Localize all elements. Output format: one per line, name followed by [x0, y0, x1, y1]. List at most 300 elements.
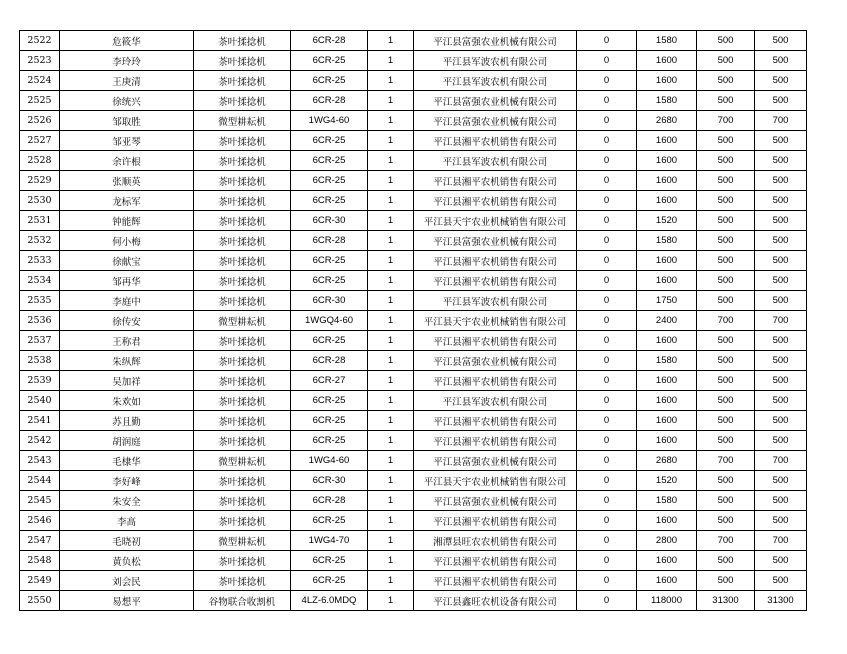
model-cell: 1WGQ4-60 — [291, 311, 368, 331]
subsidy-total-cell: 500 — [755, 471, 807, 491]
model-cell: 1WG4-60 — [291, 111, 368, 131]
quantity-cell: 1 — [368, 571, 414, 591]
model-cell: 6CR-25 — [291, 151, 368, 171]
row-number-cell: 2526 — [20, 111, 60, 131]
model-cell: 6CR-25 — [291, 251, 368, 271]
model-cell: 6CR-25 — [291, 331, 368, 351]
col-7-value-cell: 0 — [577, 251, 637, 271]
dealer-cell: 平江县湘平农机销售有限公司 — [414, 271, 577, 291]
quantity-cell: 1 — [368, 291, 414, 311]
table-row — [20, 211, 807, 231]
subsidy-cell: 500 — [697, 391, 755, 411]
dealer-cell: 平江县湘平农机销售有限公司 — [414, 171, 577, 191]
price-cell: 1600 — [637, 71, 697, 91]
subsidy-cell: 700 — [697, 311, 755, 331]
col-7-value-cell: 0 — [577, 351, 637, 371]
machine-type-cell: 茶叶揉捻机 — [194, 151, 291, 171]
quantity-cell: 1 — [368, 331, 414, 351]
quantity-cell: 1 — [368, 351, 414, 371]
farmer-name-cell: 钟能辉 — [60, 211, 194, 231]
table-row — [20, 511, 807, 531]
farmer-name-cell: 朱欢如 — [60, 391, 194, 411]
machine-type-cell: 茶叶揉捻机 — [194, 31, 291, 51]
machine-type-cell: 茶叶揉捻机 — [194, 191, 291, 211]
row-number-cell: 2543 — [20, 451, 60, 471]
table-row — [20, 551, 807, 571]
subsidy-cell: 500 — [697, 211, 755, 231]
machine-type-cell: 茶叶揉捻机 — [194, 131, 291, 151]
table-row — [20, 311, 807, 331]
price-cell: 1600 — [637, 151, 697, 171]
dealer-cell: 平江县湘平农机销售有限公司 — [414, 251, 577, 271]
model-cell: 6CR-25 — [291, 391, 368, 411]
quantity-cell: 1 — [368, 551, 414, 571]
machine-type-cell: 茶叶揉捻机 — [194, 231, 291, 251]
dealer-cell: 平江县湘平农机销售有限公司 — [414, 371, 577, 391]
price-cell: 1520 — [637, 211, 697, 231]
col-7-value-cell: 0 — [577, 31, 637, 51]
subsidy-total-cell: 500 — [755, 391, 807, 411]
subsidy-total-cell: 500 — [755, 411, 807, 431]
quantity-cell: 1 — [368, 71, 414, 91]
subsidy-total-cell: 500 — [755, 51, 807, 71]
farmer-name-cell: 邹取胜 — [60, 111, 194, 131]
subsidy-total-cell: 500 — [755, 271, 807, 291]
row-number-cell: 2524 — [20, 71, 60, 91]
price-cell: 1600 — [637, 571, 697, 591]
col-7-value-cell: 0 — [577, 451, 637, 471]
col-7-value-cell: 0 — [577, 91, 637, 111]
col-7-value-cell: 0 — [577, 111, 637, 131]
dealer-cell: 平江县富强农业机械有限公司 — [414, 231, 577, 251]
table-row — [20, 31, 807, 51]
col-7-value-cell: 0 — [577, 131, 637, 151]
subsidy-total-cell: 500 — [755, 551, 807, 571]
price-cell: 1600 — [637, 551, 697, 571]
dealer-cell: 平江县军波农机有限公司 — [414, 51, 577, 71]
machine-type-cell: 微型耕耘机 — [194, 111, 291, 131]
col-7-value-cell: 0 — [577, 71, 637, 91]
quantity-cell: 1 — [368, 431, 414, 451]
subsidy-total-cell: 500 — [755, 131, 807, 151]
price-cell: 1520 — [637, 471, 697, 491]
table-row — [20, 131, 807, 151]
quantity-cell: 1 — [368, 411, 414, 431]
col-7-value-cell: 0 — [577, 51, 637, 71]
farmer-name-cell: 李玲玲 — [60, 51, 194, 71]
farmer-name-cell: 李庭中 — [60, 291, 194, 311]
table-row — [20, 291, 807, 311]
col-7-value-cell: 0 — [577, 591, 637, 611]
col-7-value-cell: 0 — [577, 331, 637, 351]
price-cell: 1580 — [637, 31, 697, 51]
subsidy-cell: 31300 — [697, 591, 755, 611]
col-7-value-cell: 0 — [577, 211, 637, 231]
quantity-cell: 1 — [368, 251, 414, 271]
machine-type-cell: 茶叶揉捻机 — [194, 431, 291, 451]
row-number-cell: 2539 — [20, 371, 60, 391]
row-number-cell: 2548 — [20, 551, 60, 571]
dealer-cell: 平江县军波农机有限公司 — [414, 71, 577, 91]
subsidy-cell: 500 — [697, 411, 755, 431]
col-7-value-cell: 0 — [577, 531, 637, 551]
table-row — [20, 451, 807, 471]
col-7-value-cell: 0 — [577, 571, 637, 591]
subsidy-total-cell: 500 — [755, 171, 807, 191]
subsidy-total-cell: 500 — [755, 151, 807, 171]
row-number-cell: 2534 — [20, 271, 60, 291]
row-number-cell: 2536 — [20, 311, 60, 331]
dealer-cell: 平江县富强农业机械有限公司 — [414, 351, 577, 371]
quantity-cell: 1 — [368, 91, 414, 111]
model-cell: 6CR-25 — [291, 171, 368, 191]
col-7-value-cell: 0 — [577, 271, 637, 291]
price-cell: 1600 — [637, 191, 697, 211]
farmer-name-cell: 易想平 — [60, 591, 194, 611]
quantity-cell: 1 — [368, 451, 414, 471]
table-row — [20, 91, 807, 111]
dealer-cell: 平江县湘平农机销售有限公司 — [414, 191, 577, 211]
subsidy-cell: 500 — [697, 471, 755, 491]
row-number-cell: 2542 — [20, 431, 60, 451]
subsidy-total-cell: 500 — [755, 511, 807, 531]
machine-type-cell: 茶叶揉捻机 — [194, 291, 291, 311]
price-cell: 1580 — [637, 351, 697, 371]
row-number-cell: 2541 — [20, 411, 60, 431]
price-cell: 1600 — [637, 371, 697, 391]
row-number-cell: 2535 — [20, 291, 60, 311]
subsidy-cell: 500 — [697, 491, 755, 511]
model-cell: 6CR-25 — [291, 271, 368, 291]
table-row — [20, 571, 807, 591]
model-cell: 6CR-30 — [291, 471, 368, 491]
farmer-name-cell: 张顺英 — [60, 171, 194, 191]
farmer-name-cell: 邹再华 — [60, 271, 194, 291]
farmer-name-cell: 徐传安 — [60, 311, 194, 331]
row-number-cell: 2537 — [20, 331, 60, 351]
model-cell: 6CR-30 — [291, 291, 368, 311]
quantity-cell: 1 — [368, 231, 414, 251]
price-cell: 1750 — [637, 291, 697, 311]
row-number-cell: 2531 — [20, 211, 60, 231]
quantity-cell: 1 — [368, 511, 414, 531]
subsidy-cell: 500 — [697, 231, 755, 251]
machine-type-cell: 微型耕耘机 — [194, 531, 291, 551]
subsidy-cell: 500 — [697, 291, 755, 311]
table-row — [20, 271, 807, 291]
farmer-name-cell: 毛棣华 — [60, 451, 194, 471]
subsidy-total-cell: 500 — [755, 191, 807, 211]
model-cell: 6CR-25 — [291, 571, 368, 591]
table-row — [20, 171, 807, 191]
dealer-cell: 平江县天宇农业机械销售有限公司 — [414, 211, 577, 231]
row-number-cell: 2527 — [20, 131, 60, 151]
col-7-value-cell: 0 — [577, 171, 637, 191]
model-cell: 1WG4-60 — [291, 451, 368, 471]
row-number-cell: 2545 — [20, 491, 60, 511]
dealer-cell: 平江县湘平农机销售有限公司 — [414, 411, 577, 431]
dealer-cell: 平江县鑫旺农机设备有限公司 — [414, 591, 577, 611]
price-cell: 118000 — [637, 591, 697, 611]
machine-type-cell: 茶叶揉捻机 — [194, 351, 291, 371]
row-number-cell: 2549 — [20, 571, 60, 591]
table-row — [20, 351, 807, 371]
price-cell: 2680 — [637, 111, 697, 131]
quantity-cell: 1 — [368, 31, 414, 51]
dealer-cell: 平江县天宇农业机械销售有限公司 — [414, 471, 577, 491]
price-cell: 2400 — [637, 311, 697, 331]
dealer-cell: 平江县湘平农机销售有限公司 — [414, 511, 577, 531]
subsidy-cell: 500 — [697, 251, 755, 271]
row-number-cell: 2550 — [20, 591, 60, 611]
machine-type-cell: 茶叶揉捻机 — [194, 491, 291, 511]
dealer-cell: 平江县富强农业机械有限公司 — [414, 31, 577, 51]
dealer-cell: 平江县湘平农机销售有限公司 — [414, 131, 577, 151]
model-cell: 4LZ-6.0MDQ — [291, 591, 368, 611]
farmer-name-cell: 毛晓初 — [60, 531, 194, 551]
row-number-cell: 2532 — [20, 231, 60, 251]
subsidy-cell: 700 — [697, 451, 755, 471]
subsidy-total-cell: 700 — [755, 111, 807, 131]
table-row — [20, 231, 807, 251]
subsidy-total-cell: 500 — [755, 571, 807, 591]
model-cell: 6CR-25 — [291, 411, 368, 431]
price-cell: 1600 — [637, 171, 697, 191]
machine-type-cell: 茶叶揉捻机 — [194, 371, 291, 391]
subsidy-total-cell: 500 — [755, 31, 807, 51]
machine-type-cell: 茶叶揉捻机 — [194, 571, 291, 591]
subsidy-cell: 500 — [697, 131, 755, 151]
subsidy-cell: 500 — [697, 51, 755, 71]
dealer-cell: 平江县军波农机有限公司 — [414, 291, 577, 311]
table-row — [20, 411, 807, 431]
model-cell: 6CR-28 — [291, 351, 368, 371]
subsidy-total-cell: 500 — [755, 231, 807, 251]
model-cell: 6CR-25 — [291, 51, 368, 71]
price-cell: 1600 — [637, 391, 697, 411]
farmer-name-cell: 朱安全 — [60, 491, 194, 511]
price-cell: 1600 — [637, 131, 697, 151]
quantity-cell: 1 — [368, 391, 414, 411]
price-cell: 1600 — [637, 331, 697, 351]
col-7-value-cell: 0 — [577, 231, 637, 251]
table-row — [20, 371, 807, 391]
dealer-cell: 平江县富强农业机械有限公司 — [414, 491, 577, 511]
subsidy-cell: 500 — [697, 71, 755, 91]
dealer-cell: 平江县富强农业机械有限公司 — [414, 91, 577, 111]
row-number-cell: 2525 — [20, 91, 60, 111]
machine-type-cell: 茶叶揉捻机 — [194, 251, 291, 271]
table-row — [20, 391, 807, 411]
table-row — [20, 151, 807, 171]
row-number-cell: 2544 — [20, 471, 60, 491]
price-cell: 1580 — [637, 91, 697, 111]
col-7-value-cell: 0 — [577, 511, 637, 531]
dealer-cell: 平江县湘平农机销售有限公司 — [414, 431, 577, 451]
col-7-value-cell: 0 — [577, 491, 637, 511]
subsidy-total-cell: 500 — [755, 351, 807, 371]
model-cell: 6CR-25 — [291, 191, 368, 211]
col-7-value-cell: 0 — [577, 391, 637, 411]
quantity-cell: 1 — [368, 591, 414, 611]
col-7-value-cell: 0 — [577, 371, 637, 391]
model-cell: 6CR-30 — [291, 211, 368, 231]
farmer-name-cell: 徐献宝 — [60, 251, 194, 271]
price-cell: 1600 — [637, 411, 697, 431]
farmer-name-cell: 胡润庭 — [60, 431, 194, 451]
col-7-value-cell: 0 — [577, 291, 637, 311]
table-row — [20, 331, 807, 351]
subsidy-table — [19, 30, 807, 611]
model-cell: 6CR-28 — [291, 91, 368, 111]
subsidy-total-cell: 500 — [755, 331, 807, 351]
dealer-cell: 平江县天宇农业机械销售有限公司 — [414, 311, 577, 331]
table-row — [20, 431, 807, 451]
dealer-cell: 平江县富强农业机械有限公司 — [414, 111, 577, 131]
quantity-cell: 1 — [368, 471, 414, 491]
farmer-name-cell: 徐统兴 — [60, 91, 194, 111]
price-cell: 1600 — [637, 511, 697, 531]
table-row — [20, 191, 807, 211]
machine-type-cell: 茶叶揉捻机 — [194, 71, 291, 91]
price-cell: 1600 — [637, 431, 697, 451]
price-cell: 1600 — [637, 271, 697, 291]
subsidy-cell: 500 — [697, 31, 755, 51]
subsidy-total-cell: 700 — [755, 311, 807, 331]
quantity-cell: 1 — [368, 111, 414, 131]
quantity-cell: 1 — [368, 191, 414, 211]
farmer-name-cell: 王称君 — [60, 331, 194, 351]
model-cell: 6CR-25 — [291, 511, 368, 531]
subsidy-total-cell: 500 — [755, 371, 807, 391]
farmer-name-cell: 黄负松 — [60, 551, 194, 571]
subsidy-total-cell: 500 — [755, 431, 807, 451]
farmer-name-cell: 李好峰 — [60, 471, 194, 491]
subsidy-total-cell: 500 — [755, 251, 807, 271]
model-cell: 6CR-28 — [291, 231, 368, 251]
subsidy-cell: 500 — [697, 431, 755, 451]
dealer-cell: 平江县军波农机有限公司 — [414, 151, 577, 171]
machine-type-cell: 谷物联合收割机 — [194, 591, 291, 611]
model-cell: 6CR-27 — [291, 371, 368, 391]
subsidy-total-cell: 700 — [755, 531, 807, 551]
quantity-cell: 1 — [368, 271, 414, 291]
row-number-cell: 2529 — [20, 171, 60, 191]
quantity-cell: 1 — [368, 131, 414, 151]
price-cell: 1600 — [637, 251, 697, 271]
subsidy-cell: 500 — [697, 171, 755, 191]
model-cell: 1WG4-70 — [291, 531, 368, 551]
model-cell: 6CR-25 — [291, 551, 368, 571]
subsidy-total-cell: 500 — [755, 291, 807, 311]
farmer-name-cell: 刘会民 — [60, 571, 194, 591]
table-row — [20, 531, 807, 551]
machine-type-cell: 茶叶揉捻机 — [194, 391, 291, 411]
table-row — [20, 471, 807, 491]
subsidy-cell: 500 — [697, 351, 755, 371]
model-cell: 6CR-25 — [291, 71, 368, 91]
model-cell: 6CR-25 — [291, 431, 368, 451]
table-row — [20, 71, 807, 91]
subsidy-total-cell: 500 — [755, 491, 807, 511]
subsidy-total-cell: 700 — [755, 451, 807, 471]
quantity-cell: 1 — [368, 311, 414, 331]
row-number-cell: 2528 — [20, 151, 60, 171]
farmer-name-cell: 苏且勤 — [60, 411, 194, 431]
row-number-cell: 2546 — [20, 511, 60, 531]
subsidy-cell: 500 — [697, 191, 755, 211]
dealer-cell: 平江县湘平农机销售有限公司 — [414, 551, 577, 571]
machine-type-cell: 茶叶揉捻机 — [194, 471, 291, 491]
row-number-cell: 2540 — [20, 391, 60, 411]
col-7-value-cell: 0 — [577, 431, 637, 451]
row-number-cell: 2523 — [20, 51, 60, 71]
price-cell: 1580 — [637, 231, 697, 251]
subsidy-total-cell: 500 — [755, 211, 807, 231]
subsidy-cell: 500 — [697, 331, 755, 351]
subsidy-total-cell: 500 — [755, 71, 807, 91]
row-number-cell: 2547 — [20, 531, 60, 551]
subsidy-cell: 500 — [697, 511, 755, 531]
price-cell: 2680 — [637, 451, 697, 471]
table-row — [20, 51, 807, 71]
farmer-name-cell: 李高 — [60, 511, 194, 531]
machine-type-cell: 微型耕耘机 — [194, 451, 291, 471]
farmer-name-cell: 危筱华 — [60, 31, 194, 51]
machine-type-cell: 茶叶揉捻机 — [194, 551, 291, 571]
row-number-cell: 2522 — [20, 31, 60, 51]
subsidy-cell: 500 — [697, 271, 755, 291]
machine-type-cell: 茶叶揉捻机 — [194, 91, 291, 111]
quantity-cell: 1 — [368, 491, 414, 511]
price-cell: 1580 — [637, 491, 697, 511]
dealer-cell: 平江县湘平农机销售有限公司 — [414, 331, 577, 351]
quantity-cell: 1 — [368, 171, 414, 191]
subsidy-total-cell: 500 — [755, 91, 807, 111]
machine-type-cell: 茶叶揉捻机 — [194, 411, 291, 431]
subsidy-cell: 700 — [697, 111, 755, 131]
dealer-cell: 平江县军波农机有限公司 — [414, 391, 577, 411]
farmer-name-cell: 余许根 — [60, 151, 194, 171]
subsidy-cell: 500 — [697, 151, 755, 171]
table-row — [20, 111, 807, 131]
farmer-name-cell: 邹亚琴 — [60, 131, 194, 151]
quantity-cell: 1 — [368, 531, 414, 551]
col-7-value-cell: 0 — [577, 471, 637, 491]
subsidy-cell: 500 — [697, 371, 755, 391]
quantity-cell: 1 — [368, 151, 414, 171]
subsidy-cell: 500 — [697, 571, 755, 591]
machine-type-cell: 茶叶揉捻机 — [194, 171, 291, 191]
table-row — [20, 251, 807, 271]
machine-type-cell: 茶叶揉捻机 — [194, 51, 291, 71]
machine-type-cell: 微型耕耘机 — [194, 311, 291, 331]
quantity-cell: 1 — [368, 371, 414, 391]
subsidy-total-cell: 31300 — [755, 591, 807, 611]
machine-type-cell: 茶叶揉捻机 — [194, 511, 291, 531]
machine-type-cell: 茶叶揉捻机 — [194, 331, 291, 351]
quantity-cell: 1 — [368, 211, 414, 231]
col-7-value-cell: 0 — [577, 311, 637, 331]
quantity-cell: 1 — [368, 51, 414, 71]
machine-type-cell: 茶叶揉捻机 — [194, 271, 291, 291]
machine-type-cell: 茶叶揉捻机 — [194, 211, 291, 231]
farmer-name-cell: 王庚清 — [60, 71, 194, 91]
model-cell: 6CR-25 — [291, 131, 368, 151]
row-number-cell: 2530 — [20, 191, 60, 211]
table-row — [20, 591, 807, 611]
farmer-name-cell: 吴加祥 — [60, 371, 194, 391]
